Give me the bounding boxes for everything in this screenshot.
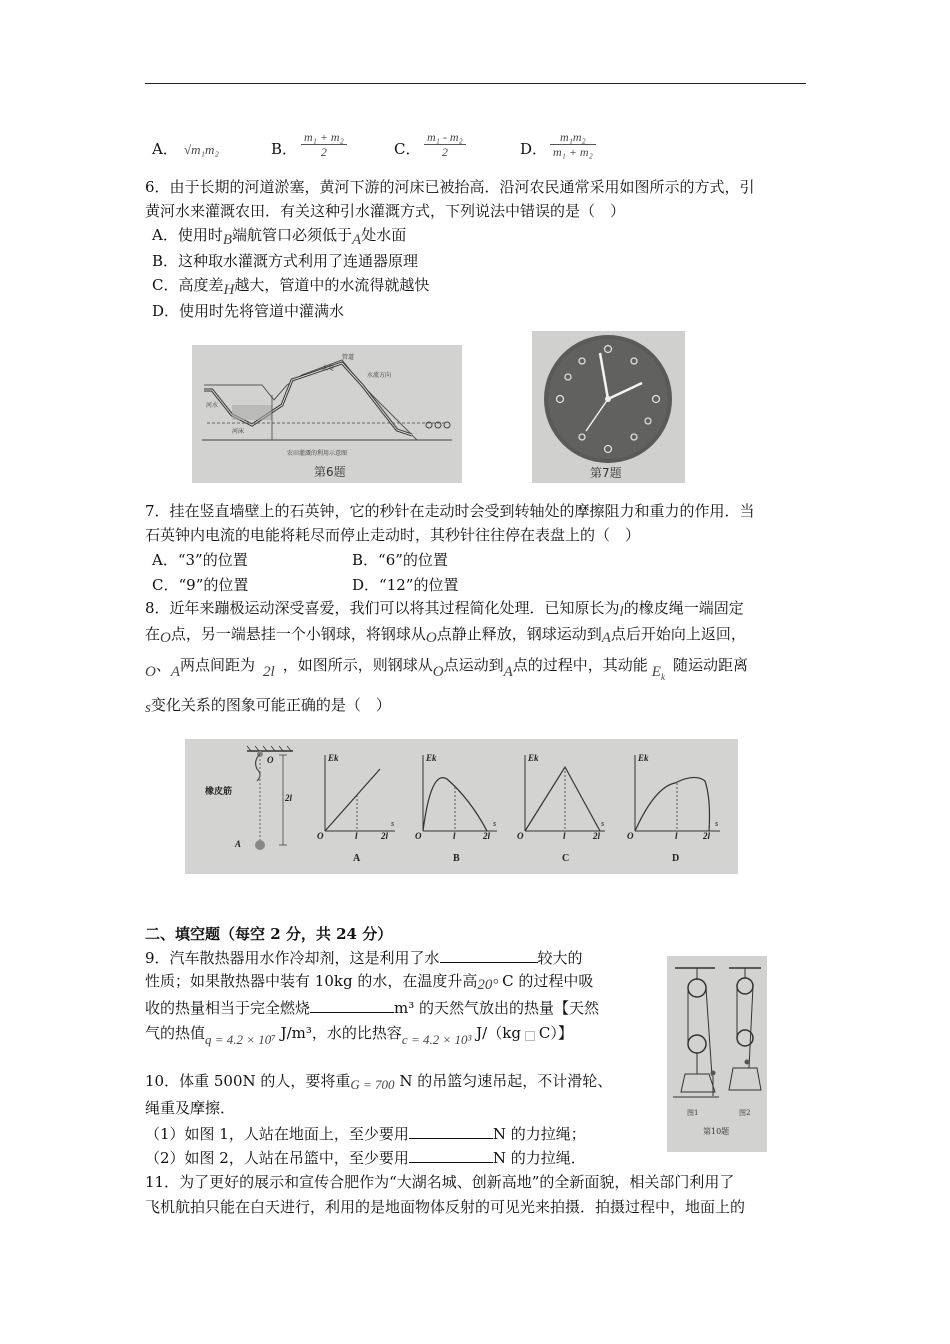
q8-line3-2l: 2l [263,664,275,680]
q8-graph-b-2l: 2l [483,831,491,841]
q8-graph-d-s: s [715,819,719,828]
q10-line3-pre: （1）如图 1，人站在地面上，至少要用 [145,1125,409,1143]
q8-graph-d-l: l [675,831,678,841]
q8-graphs [185,739,738,874]
q10-fig1-label: 图1 [687,1109,699,1117]
q8-graph-c [517,753,605,864]
q6-fig-title: 农田灌溉的利用示意图 [287,450,348,457]
q10-line1 [145,1070,612,1093]
q8-line3 [145,654,748,682]
q8-line4-s: s [145,700,151,716]
q8-graph-a-s: s [391,819,395,828]
q10-figure [667,956,767,1152]
q8-graph-d-2l: 2l [703,831,711,841]
option-a-label: A． [152,140,178,158]
q8-point-a: A [601,630,611,646]
option-c-label: C． [394,140,421,158]
q6-fig-label-river: 河水 [206,402,219,409]
q7-option-c: C．“9”的位置 [152,576,249,594]
q9-line4-pre: 气的热值 [145,1024,206,1042]
q8-setup [205,746,293,850]
q9-line2 [145,970,593,993]
q9-line4-end: C）】 [538,1024,573,1042]
option-c-fraction [424,130,466,159]
q10-blank-1[interactable] [409,1122,493,1139]
option-d-label: D． [520,140,548,158]
q9-line2-pre: 性质；如果散热器中装有 10kg 的水，在温度升高 [145,972,478,990]
q8-graph-b-l: l [453,831,456,841]
q10-line2: 绳重及摩擦． [145,1099,236,1117]
q8-line3-mid: 两点间距为 [180,656,256,674]
q8-length-l: l [619,604,624,620]
option-b-fraction [301,130,347,159]
q6-option-c [152,274,429,297]
q8-graph-b-ek: Ek [426,753,437,763]
q8-graph-c-s: s [601,819,605,828]
q7-option-d: D．“12”的位置 [352,576,459,594]
q6-point-b: B [222,232,233,248]
q8-setup-o: O [267,755,274,765]
option-d-den: m₁ + m₂ [553,145,593,159]
q6-fig-label-bed: 河床 [232,428,245,435]
q8-line3-o2: O [432,664,444,680]
q6-fig-caption: 第6题 [314,465,346,479]
q6-figure [192,345,462,483]
q8-graph-d-o: O [627,831,634,841]
q8-line3-ek: E [651,664,661,680]
q10-weight-g: G = 700 [350,1077,395,1092]
option-b-den: 2 [320,145,327,159]
q8-setup-a: A [235,839,242,849]
q6-option-a-pre: A．使用时 [152,226,223,244]
q9-line4-mid: J/m³，水的比热容 [275,1024,402,1042]
q8-point-o2: O [425,630,437,646]
q6-option-b: B．这种取水灌溉方式利用了连通器原理 [152,252,419,270]
q8-graph-a-o: O [317,831,324,841]
q8-graph-d-ek: Ek [638,753,649,763]
q6-fig-label-pipe: 管道 [342,354,355,361]
q11-line1: 11．为了更好的展示和宣传合肥作为“大湖名城、创新高地”的全新面貌，相关部门利用了 [145,1173,735,1191]
q10-fig2-label: 图2 [739,1109,751,1117]
q6-option-c-post: 越大，管道中的水流得就越快 [234,276,430,294]
q6-fig-label-dike: 大堤 [322,365,335,372]
q7-line2: 石英钟内电流的电能将耗尽而停止走动时，其秒针往往停在表盘上的（ ） [145,526,641,544]
q8-graph-b-label: B [453,853,460,864]
q9-line3 [145,996,599,1019]
q8-graph-a-2l: 2l [381,831,389,841]
q10-pulley-diagram [667,956,767,1152]
q9-line4-post: J/（kg [471,1024,521,1042]
q9-line4 [145,1022,573,1045]
q8-line1 [145,597,744,620]
q6-height-h: H [223,282,235,298]
option-a-expr: √m₁m₂ [184,142,219,157]
q9-line1-pre: 9．汽车散热器用水作冷却剂，这是利用了水 [145,949,440,967]
q8-figure [185,739,738,874]
q8-setup-2l: 2l [285,793,293,803]
q10-line4-post: N 的力拉绳． [492,1149,586,1167]
q8-graph-a [317,753,395,864]
q8-line3-mid2: ，如图所示，则钢球从 [282,656,433,674]
q8-graph-a-l: l [355,831,358,841]
q10-line4-pre: （2）如图 2，人站在吊篮中，至少要用 [145,1149,409,1167]
q6-option-d: D．使用时先将管道中灌满水 [152,302,345,320]
q10-line4 [145,1146,586,1169]
q8-graph-d-label: D [672,853,680,864]
q8-graph-c-l: l [563,831,566,841]
q9-heat-value: q = 4.2 × 10⁷ [205,1032,276,1047]
q8-line3-k: k [660,672,665,682]
q8-line3-mid4: 点的过程中，其动能 [512,656,648,674]
option-b-num: m₁ + m₂ [301,130,347,145]
option-d-num: m₁m₂ [550,130,596,145]
q7-option-b: B．“6”的位置 [352,551,448,569]
q8-graph-d [627,753,720,864]
q8-line3-o: O [145,664,156,680]
q9-line2-post: C 的过程中吸 [502,972,594,990]
q9-blank-2[interactable] [310,996,394,1013]
q8-line2 [145,623,746,646]
q10-fig-caption: 第10题 [703,1127,730,1136]
q9-temp: 20° [477,977,503,993]
q8-line3-sep: 、 [155,656,171,674]
q8-line1-pre: 8．近年来蹦极运动深受喜爱，我们可以将其过程简化处理．已知原长为 [145,599,620,617]
q8-setup-rubber: 橡皮筋 [205,786,233,796]
q8-graph-b-s: s [493,819,497,828]
option-d-fraction [550,130,596,159]
q8-line3-post: 随运动距离 [672,656,748,674]
q7-line1: 7．挂在竖直墙壁上的石英钟，它的秒针在走动时会受到转轴处的摩擦阻力和重力的作用．当 [145,502,755,520]
q8-line4-post: 变化关系的图象可能正确的是（ ） [150,696,391,714]
q7-clock [532,331,685,483]
q6-line2: 黄河水来灌溉农田．有关这种引水灌溉方式，下列说法中错误的是（ ） [145,202,626,220]
q9-line3-post: m³ 的天然气放出的热量【天然 [394,999,600,1017]
section-2-title: 二、填空题（每空 2 分，共 24 分） [145,925,393,943]
q8-line2-post: 点后开始向上返回， [610,625,746,643]
q8-point-o: O [160,630,171,646]
option-b-label: B． [271,140,298,158]
q8-line4 [145,694,391,717]
q8-graph-c-2l: 2l [593,831,601,841]
q10-line3 [145,1122,586,1145]
q11-line2: 飞机航拍只能在白天进行，利用的是地面物体反射的可见光来拍摄．拍摄过程中，地面上的 [145,1198,746,1216]
q6-option-a-mid: 端航管口必须低于 [232,226,353,244]
q8-graph-c-label: C [562,853,570,864]
q8-graph-c-ek: Ek [528,753,539,763]
q6-line1: 6．由于长期的河道淤塞，黄河下游的河床已被抬高．沿河农民通常采用如图所示的方式，引 [145,178,755,196]
q10-line1-post: N 的吊篮匀速吊起，不计滑轮、 [394,1072,613,1090]
q9-degree-symbol [525,1031,535,1041]
q6-point-a: A [352,232,362,248]
q7-fig-caption: 第7题 [590,466,622,480]
q9-blank-1[interactable] [440,946,538,963]
q9-line1-post: 较大的 [537,949,583,967]
q6-fig-label-flow: 水流方向 [367,372,392,379]
q8-line1-post: 的橡皮绳一端固定 [623,599,744,617]
q8-graph-b [415,753,497,864]
q8-line3-a: A [170,664,181,680]
q8-line2-pre: 在 [145,625,161,643]
q7-option-a: A．“3”的位置 [152,551,248,569]
q8-line2-mid: 点，另一端悬挂一个小钢球，将钢球从 [170,625,426,643]
q9-specific-heat: c = 4.2 × 10³ [401,1032,472,1047]
q9-line3-pre: 收的热量相当于完全燃烧 [145,999,311,1017]
option-c-den: 2 [441,145,448,159]
header-rule [145,83,806,84]
q8-graph-a-ek: Ek [328,753,339,763]
q6-option-c-pre: C．高度差 [152,276,224,294]
q7-figure [532,331,685,483]
q8-line3-mid3: 点运动到 [443,656,504,674]
q6-option-a-post: 处水面 [361,226,407,244]
q10-line1-pre: 10．体重 500N 的人，要将重 [145,1072,351,1090]
q9-line1 [145,946,583,969]
q8-graph-a-label: A [353,853,361,864]
q8-graph-b-o: O [415,831,422,841]
q8-line3-a2: A [503,664,513,680]
q10-blank-2[interactable] [409,1146,493,1163]
q8-graph-c-o: O [517,831,524,841]
q10-line3-post: N 的力拉绳； [492,1125,586,1143]
q8-line2-mid2: 点静止释放，钢球运动到 [436,625,602,643]
q6-option-a [152,224,406,247]
option-c-num: m₁ - m₂ [424,130,466,145]
